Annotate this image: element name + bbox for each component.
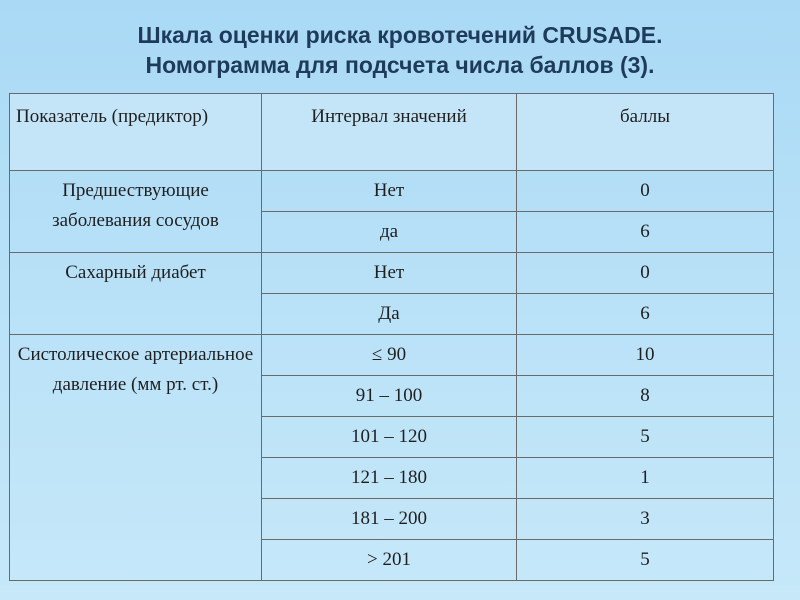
points-cell: 6 xyxy=(517,294,774,335)
points-cell: 5 xyxy=(517,540,774,581)
points-cell: 5 xyxy=(517,417,774,458)
points-cell: 1 xyxy=(517,458,774,499)
header-predictor: Показатель (предиктор) xyxy=(10,94,262,171)
header-points: баллы xyxy=(517,94,774,171)
points-cell: 0 xyxy=(517,171,774,212)
interval-cell: Да xyxy=(262,294,517,335)
points-cell: 10 xyxy=(517,335,774,376)
points-cell: 3 xyxy=(517,499,774,540)
predictor-diabetes: Сахарный диабет xyxy=(10,253,262,335)
interval-cell: Нет xyxy=(262,253,517,294)
points-cell: 0 xyxy=(517,253,774,294)
interval-cell: 101 – 120 xyxy=(262,417,517,458)
table-header-row xyxy=(10,94,774,171)
slide-title xyxy=(0,20,800,80)
interval-cell: Нет xyxy=(262,171,517,212)
table-row xyxy=(10,335,774,376)
interval-cell: 121 – 180 xyxy=(262,458,517,499)
interval-cell: 181 – 200 xyxy=(262,499,517,540)
predictor-systolic-bp: Систолическое артериальное давление (мм рт. ст.) xyxy=(10,335,262,581)
interval-cell: 91 – 100 xyxy=(262,376,517,417)
points-cell: 8 xyxy=(517,376,774,417)
interval-cell: > 201 xyxy=(262,540,517,581)
predictor-vascular-disease: Предшествующие заболевания сосудов xyxy=(10,171,262,253)
title-line-2: Номограмма для подсчета числа баллов (3). xyxy=(145,52,655,78)
title-line-1: Шкала оценки риска кровотечений CRUSADE. xyxy=(137,22,663,48)
table-row xyxy=(10,253,774,294)
crusade-nomogram-table xyxy=(9,93,774,581)
points-cell: 6 xyxy=(517,212,774,253)
interval-cell: ≤ 90 xyxy=(262,335,517,376)
table-row xyxy=(10,171,774,212)
header-interval: Интервал значений xyxy=(262,94,517,171)
interval-cell: да xyxy=(262,212,517,253)
